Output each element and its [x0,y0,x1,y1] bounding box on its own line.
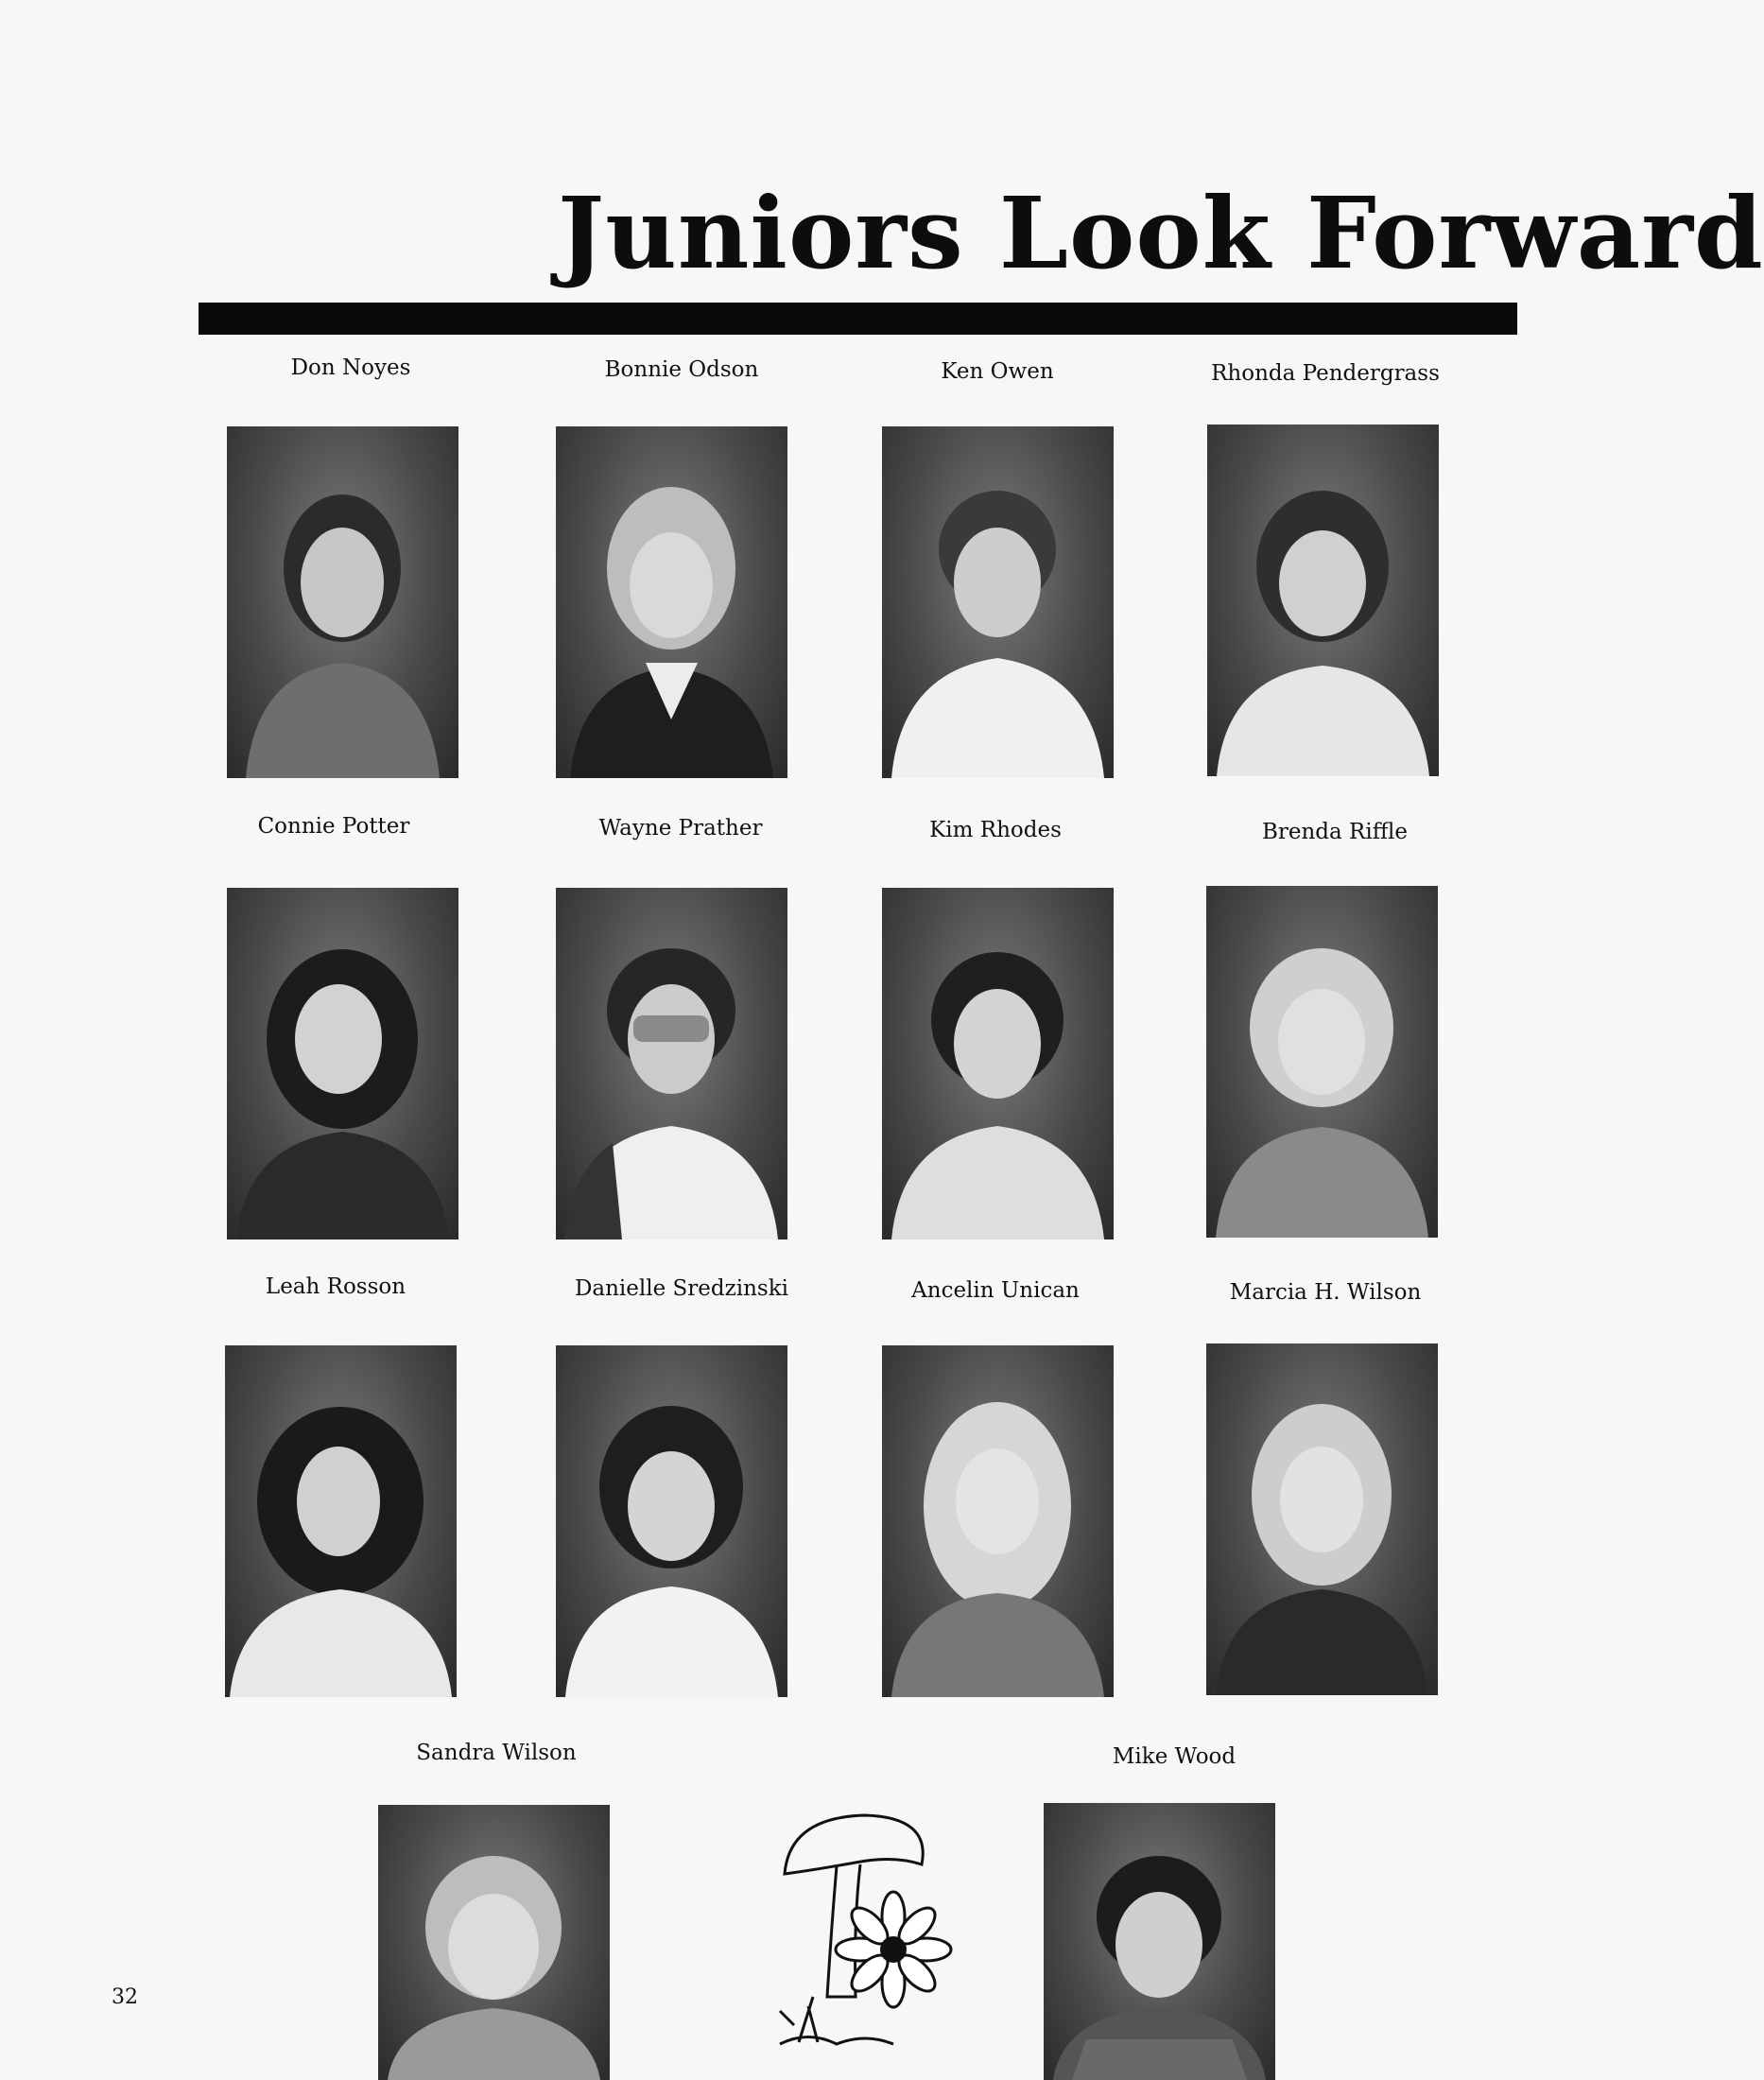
student-portrait-photo [1206,886,1438,1238]
page-title: Juniors Look Forward [558,175,1764,291]
student-name: Kim Rhodes [929,818,1062,842]
student-portrait-photo [1207,425,1439,776]
student-name: Danielle Sredzinski [574,1276,789,1301]
student-portrait-photo [882,888,1114,1239]
student-portrait-photo [556,1345,787,1697]
student-name: Brenda Riffle [1261,820,1409,844]
student-portrait-photo [556,426,787,778]
student-name: Bonnie Odson [604,357,759,382]
student-portrait-photo [378,1805,610,2080]
student-name: Ancelin Unican [911,1278,1080,1303]
student-name: Sandra Wilson [416,1741,577,1765]
student-portrait-photo [1044,1803,1275,2080]
student-portrait-photo [556,888,787,1239]
student-name: Don Noyes [290,355,411,380]
title-rule [199,303,1517,335]
student-name: Rhonda Pendergrass [1211,361,1440,386]
mushroom-flower-drawing-icon [770,1808,955,2054]
student-name: Leah Rosson [265,1274,406,1299]
student-portrait-photo [882,1345,1114,1697]
student-name: Marcia H. Wilson [1229,1280,1422,1305]
student-portrait-photo [225,1345,457,1697]
student-portrait-photo [227,888,458,1239]
student-portrait-photo [1206,1343,1438,1695]
page-number: 32 [112,1985,138,2009]
student-name: Ken Owen [941,359,1054,384]
student-name: Connie Potter [257,814,410,839]
student-portrait-photo [227,426,458,778]
student-portrait-photo [882,426,1114,778]
student-name: Wayne Prather [598,816,763,841]
student-name: Mike Wood [1112,1744,1237,1769]
